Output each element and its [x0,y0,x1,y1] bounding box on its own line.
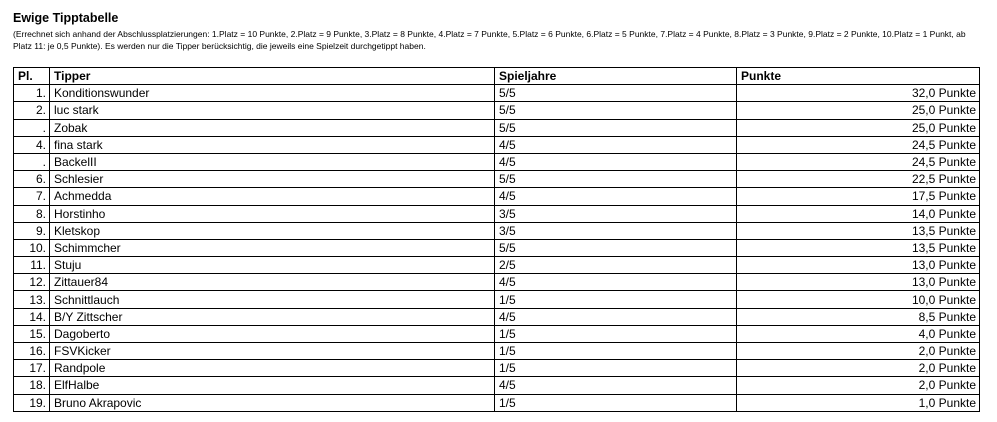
cell-place: 8. [14,205,50,222]
cell-seasons: 4/5 [495,188,737,205]
table-row [14,222,980,239]
cell-tipper: Schimmcher [50,239,495,256]
column-header-tipper: Tipper [50,68,495,85]
cell-points: 4,0 Punkte [737,325,980,342]
cell-tipper: Dagoberto [50,325,495,342]
cell-tipper: Zittauer84 [50,274,495,291]
cell-tipper: Achmedda [50,188,495,205]
table-row [14,188,980,205]
table-row [14,205,980,222]
cell-tipper: Stuju [50,257,495,274]
table-row [14,239,980,256]
cell-seasons: 4/5 [495,136,737,153]
cell-points: 24,5 Punkte [737,153,980,170]
column-header-points: Punkte [737,68,980,85]
cell-seasons: 1/5 [495,343,737,360]
cell-tipper: Konditionswunder [50,85,495,102]
cell-points: 13,0 Punkte [737,274,980,291]
table-row [14,274,980,291]
cell-points: 13,5 Punkte [737,239,980,256]
cell-seasons: 4/5 [495,153,737,170]
table-row [14,85,980,102]
cell-seasons: 1/5 [495,394,737,411]
table-row [14,291,980,308]
cell-seasons: 3/5 [495,222,737,239]
cell-seasons: 1/5 [495,325,737,342]
cell-seasons: 4/5 [495,274,737,291]
cell-seasons: 5/5 [495,102,737,119]
cell-points: 25,0 Punkte [737,119,980,136]
cell-place: 14. [14,308,50,325]
table-row [14,377,980,394]
cell-tipper: Schlesier [50,171,495,188]
cell-place: 4. [14,136,50,153]
cell-place: 18. [14,377,50,394]
table-row [14,102,980,119]
cell-place: 10. [14,239,50,256]
cell-place: . [14,153,50,170]
table-header-row [14,68,980,85]
cell-seasons: 5/5 [495,119,737,136]
cell-seasons: 2/5 [495,257,737,274]
cell-seasons: 5/5 [495,171,737,188]
cell-place: 12. [14,274,50,291]
cell-tipper: Zobak [50,119,495,136]
cell-points: 2,0 Punkte [737,377,980,394]
cell-points: 2,0 Punkte [737,343,980,360]
cell-place: 1. [14,85,50,102]
cell-points: 17,5 Punkte [737,188,980,205]
table-row [14,308,980,325]
cell-points: 13,5 Punkte [737,222,980,239]
cell-seasons: 1/5 [495,291,737,308]
table-row [14,171,980,188]
cell-tipper: luc stark [50,102,495,119]
cell-tipper: Kletskop [50,222,495,239]
table-row [14,343,980,360]
cell-place: 16. [14,343,50,360]
cell-place: 9. [14,222,50,239]
cell-points: 24,5 Punkte [737,136,980,153]
table-row [14,360,980,377]
table-row [14,136,980,153]
cell-tipper: BackelII [50,153,495,170]
cell-seasons: 4/5 [495,308,737,325]
cell-place: 15. [14,325,50,342]
cell-points: 32,0 Punkte [737,85,980,102]
cell-place: 7. [14,188,50,205]
cell-seasons: 5/5 [495,239,737,256]
cell-seasons: 4/5 [495,377,737,394]
table-body [14,85,980,412]
table-row [14,394,980,411]
cell-place: 19. [14,394,50,411]
cell-tipper: ElfHalbe [50,377,495,394]
cell-place: . [14,119,50,136]
cell-place: 2. [14,102,50,119]
cell-place: 6. [14,171,50,188]
cell-tipper: Randpole [50,360,495,377]
cell-points: 1,0 Punkte [737,394,980,411]
cell-points: 2,0 Punkte [737,360,980,377]
cell-place: 17. [14,360,50,377]
document-page [13,10,981,410]
cell-tipper: Schnittlauch [50,291,495,308]
column-header-seasons: Spieljahre [495,68,737,85]
page-title: Ewige Tipptabelle [13,11,119,25]
table-row [14,257,980,274]
table-row [14,325,980,342]
cell-tipper: fina stark [50,136,495,153]
cell-tipper: FSVKicker [50,343,495,360]
cell-place: 11. [14,257,50,274]
cell-points: 13,0 Punkte [737,257,980,274]
cell-tipper: B/Y Zittscher [50,308,495,325]
ranking-table [13,67,980,412]
table-row [14,153,980,170]
scoring-explanation: (Errechnet sich anhand der Abschlussplatzierungen: 1.Platz = 10 Punkte, 2.Platz = 9 Punkte, 3.Platz = 8 Punkte, 4.Platz = 7 Punkte, 5.Platz = 6 Punkte, 6.Platz = 5 Punkte, 7.Platz = 4 Punkte, 8.Platz = 3 Punkte, 9.Platz = 2 Punkte, 10.Platz = 1 Punkt, ab Platz 11: je 0,5 Punkte). Es werden nur die Tipper berücksichtig, die jeweils eine Spielzeit durchgetippt haben. [13,29,966,51]
table-row [14,119,980,136]
cell-points: 25,0 Punkte [737,102,980,119]
cell-points: 14,0 Punkte [737,205,980,222]
cell-tipper: Horstinho [50,205,495,222]
cell-seasons: 5/5 [495,85,737,102]
cell-points: 22,5 Punkte [737,171,980,188]
cell-seasons: 1/5 [495,360,737,377]
cell-points: 10,0 Punkte [737,291,980,308]
cell-points: 8,5 Punkte [737,308,980,325]
column-header-place: Pl. [14,68,50,85]
cell-seasons: 3/5 [495,205,737,222]
cell-place: 13. [14,291,50,308]
cell-tipper: Bruno Akrapovic [50,394,495,411]
